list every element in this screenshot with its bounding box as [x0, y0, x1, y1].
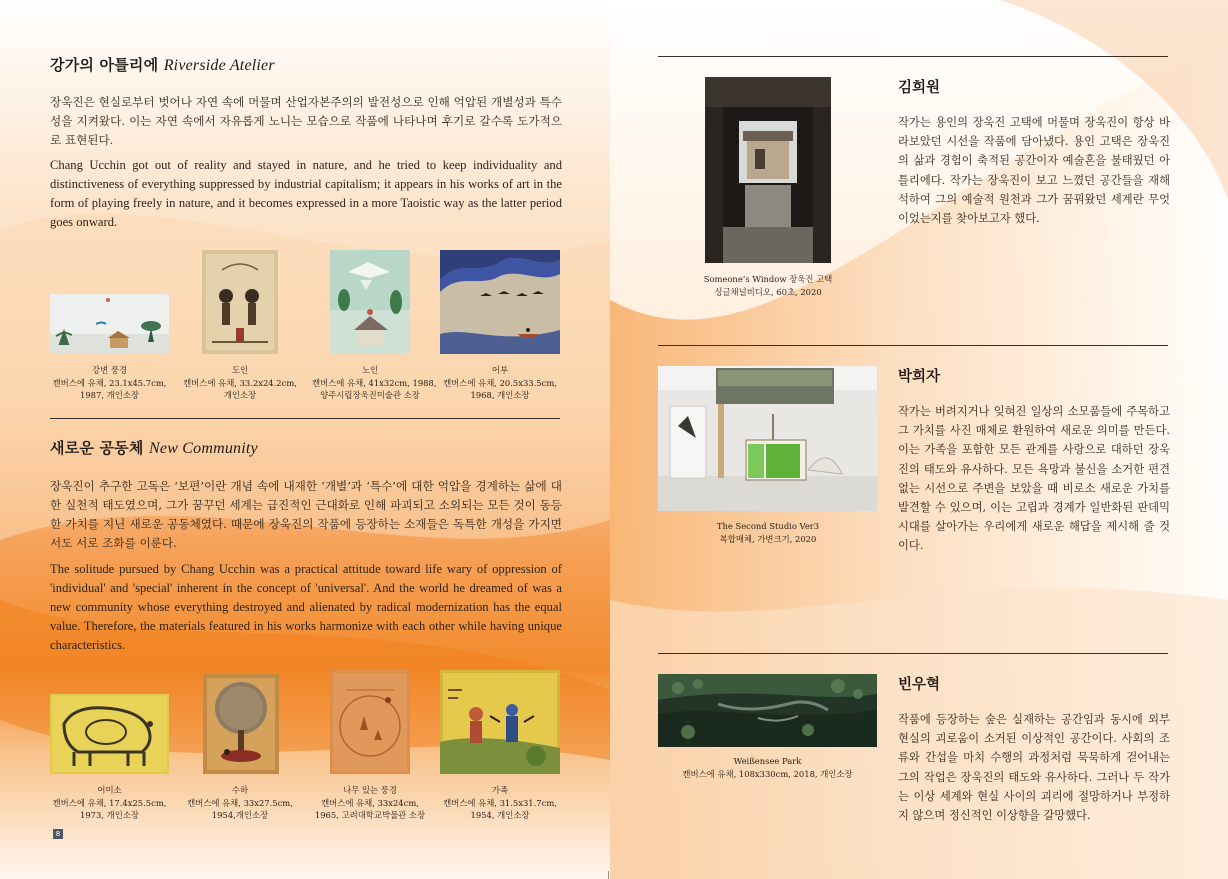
caption-line3: 1968, 개인소장 — [470, 390, 530, 400]
caption-title: 어미소 — [97, 785, 122, 795]
section-riverside-atelier — [50, 54, 562, 232]
artwork-old-man — [330, 250, 410, 354]
artist-name: 빈우혁 — [898, 677, 941, 693]
artwork-weissensee-park — [658, 674, 877, 747]
caption-weissensee-park — [652, 755, 883, 780]
artist-block-kim-heewon — [898, 76, 1170, 228]
caption-title: 강변 풍경 — [91, 365, 128, 375]
caption-line3: 1987, 개인소장 — [80, 390, 139, 400]
caption-line2: 캔버스에 유채, 23.1x45.7cm, — [52, 377, 167, 388]
body-english: The solitude pursued by Chang Ucchin was a practical attitude toward life wary of oppression of 'individual' and 'special' inherent in the concept of 'universal'. And the world he dreamed of was a new community whose everything destroyed and alienated by radical modernization has the equal value. Therefore, the materials featured in his works harmonize with each other while having unique characteristics. — [50, 562, 562, 652]
artist-block-bin-woohyuk — [898, 673, 1170, 825]
artist-name: 박희자 — [898, 369, 941, 385]
artist-description: 작가는 용인의 장욱진 고택에 머물며 장욱진이 항상 바라보았던 시선을 작품에 담아냈다. 용인 고택은 장욱진의 삶과 경험이 축적된 공간이자 예술혼을 불태웠던 아틀리에다. 작가는 장욱진이 보고 느꼈던 공간들을 재해석하여 그의 예술적 원천과 그가 꿈꿔왔던 세계란 무엇이었는지를 찾아보고자 했다. — [898, 116, 1170, 226]
section-title-ko: 새로운 공동체 — [50, 439, 144, 457]
caption-line3: 1973, 개인소장 — [80, 810, 139, 820]
artwork-someones-window — [705, 77, 831, 263]
artist-divider — [658, 653, 1168, 654]
artwork-under-tree — [203, 674, 279, 774]
artist-description: 작품에 등장하는 숲은 실재하는 공간임과 동시에 외부현실의 괴로움이 소거된 이상적인 공간이다. 사회의 조류와 간섭을 마치 수행의 과정처럼 묵묵하게 걷어내는 그의 작업은 장욱진의 태도와 유사하다. 그러나 두 작가는 이상 세계와 현실 사이의 괴리에 절망하거나 부정하지 않으며 정신적인 이상향을 갈망했다. — [898, 713, 1170, 823]
caption-title: 나무 있는 풍경 — [343, 785, 397, 795]
section-title-ko: 강가의 아틀리에 — [50, 56, 159, 74]
artist-description: 작가는 버려지거나 잊혀진 일상의 소모품들에 주목하고 그 가치를 사진 매체로 환원하여 새로운 의미를 만든다. 이는 가족을 포함한 모든 관계를 사랑으로 대하던 장욱진의 태도와 유사하다. 모든 욕망과 불신을 소거한 편견없는 시선으로 주변을 보았을 때 비로소 새로운 가치를 발견할 수 있으며, 이는 고립과 경계가 일반화된 판데믹 시대를 살아가는 우리에게 새로운 해답을 제시해 줄 것이다. — [898, 405, 1170, 553]
section-divider — [50, 418, 560, 419]
caption-line3: 양주시립장욱진미술관 소장 — [320, 390, 420, 400]
caption-line2: 캔버스에 유채, 31.5x31.7cm, — [443, 797, 557, 808]
caption-mother-cow — [50, 784, 169, 822]
artwork-family — [440, 670, 560, 774]
caption-line2: 캔버스에 유채, 20.5x33.5cm, — [443, 377, 557, 388]
body-korean: 장욱진이 추구한 고독은 ‘보편’이란 개념 속에 내재한 ‘개별’과 ‘특수’에 대한 억압을 경계하는 삶에 대한 실천적 태도였으며, 그가 꿈꾸던 세계는 급진적인 근대화로 인해 파괴되고 소외되는 모든 것이 동등한 가치를 지닌 새로운 공동체였다. 때문에 장욱진의 작품에 등장하는 소재들은 독특한 개성을 가지면서도 서로 조화를 이룬다. — [50, 479, 562, 550]
caption-title: Someone’s Window 장욱진 고택 — [703, 274, 833, 284]
artwork-second-studio — [658, 366, 877, 511]
body-english: Chang Ucchin got out of reality and stayed in nature, and he tried to keep individuality and distinctiveness of everything suppressed by industrial capitalism; it appears in his works of art in the form of playing freely in nature, and it becomes expressed in a more Taoistic way as the latter period goes onward. — [50, 158, 562, 229]
caption-family — [438, 784, 562, 822]
section-title — [50, 437, 562, 458]
caption-line3: 1954, 개인소장 — [470, 810, 530, 820]
caption-detail: 복합매체, 가변크기, 2020 — [719, 533, 817, 544]
section-title — [50, 54, 562, 75]
caption-fisherman — [438, 364, 562, 402]
artwork-fisherman — [440, 250, 560, 354]
caption-line3: 1954,개인소장 — [211, 810, 269, 820]
caption-riverside-landscape — [50, 364, 169, 402]
caption-dosa — [176, 364, 304, 402]
left-page — [50, 0, 562, 879]
artist-divider — [658, 56, 1168, 57]
page-number: 8 — [53, 829, 63, 839]
caption-title: 어부 — [491, 365, 509, 375]
caption-line2: 캔버스에 유채, 33x27.5cm, — [187, 797, 293, 808]
caption-someones-window — [678, 273, 858, 298]
caption-title: 도인 — [231, 365, 249, 375]
caption-line2: 캔버스에 유채, 17.4x25.5cm, — [52, 797, 167, 808]
artist-block-park-heeja — [898, 365, 1170, 556]
artist-name: 김희원 — [898, 80, 941, 96]
caption-detail: 캔버스에 유채, 108x330cm, 2018, 개인소장 — [682, 768, 853, 779]
caption-title: Weißensee Park — [733, 756, 802, 766]
caption-title: The Second Studio Ver3 — [716, 521, 820, 531]
artwork-landscape-with-tree — [330, 670, 410, 774]
caption-landscape-with-tree — [300, 784, 440, 822]
artist-divider — [658, 345, 1168, 346]
caption-line2: 캔버스에 유채, 33x24cm, — [321, 797, 419, 808]
caption-title: 수하 — [231, 785, 249, 795]
section-new-community — [50, 437, 562, 655]
fold-mark — [608, 871, 609, 879]
artwork-riverside-landscape — [50, 294, 169, 354]
caption-title: 가족 — [491, 785, 509, 795]
artwork-mother-cow — [50, 694, 169, 774]
caption-old-man — [312, 364, 437, 402]
caption-line2: 캔버스에 유채, 41x32cm, 1988, — [312, 377, 437, 388]
caption-title: 노인 — [361, 365, 379, 375]
artwork-dosa — [202, 250, 278, 354]
caption-line2: 캔버스에 유채, 33.2x24.2cm, — [183, 377, 297, 388]
caption-line3: 1965, 고려대학교박물관 소장 — [314, 810, 426, 820]
right-page — [658, 0, 1170, 879]
caption-second-studio — [678, 520, 858, 545]
caption-detail: 싱글채널비디오, 60초, 2020 — [714, 286, 822, 297]
section-title-en: New Community — [149, 440, 258, 457]
section-title-en: Riverside Atelier — [163, 57, 275, 74]
caption-line3: 개인소장 — [223, 390, 257, 400]
caption-under-tree — [176, 784, 304, 822]
body-korean: 장욱진은 현실로부터 벗어나 자연 속에 머물며 산업자본주의의 발전성으로 인해 억압된 개별성과 특수성을 지켜왔다. 이는 자연 속에서 자유롭게 노니는 모습으로 작품에 나타나며 후기로 갈수록 도가적으로 표현된다. — [50, 95, 562, 147]
